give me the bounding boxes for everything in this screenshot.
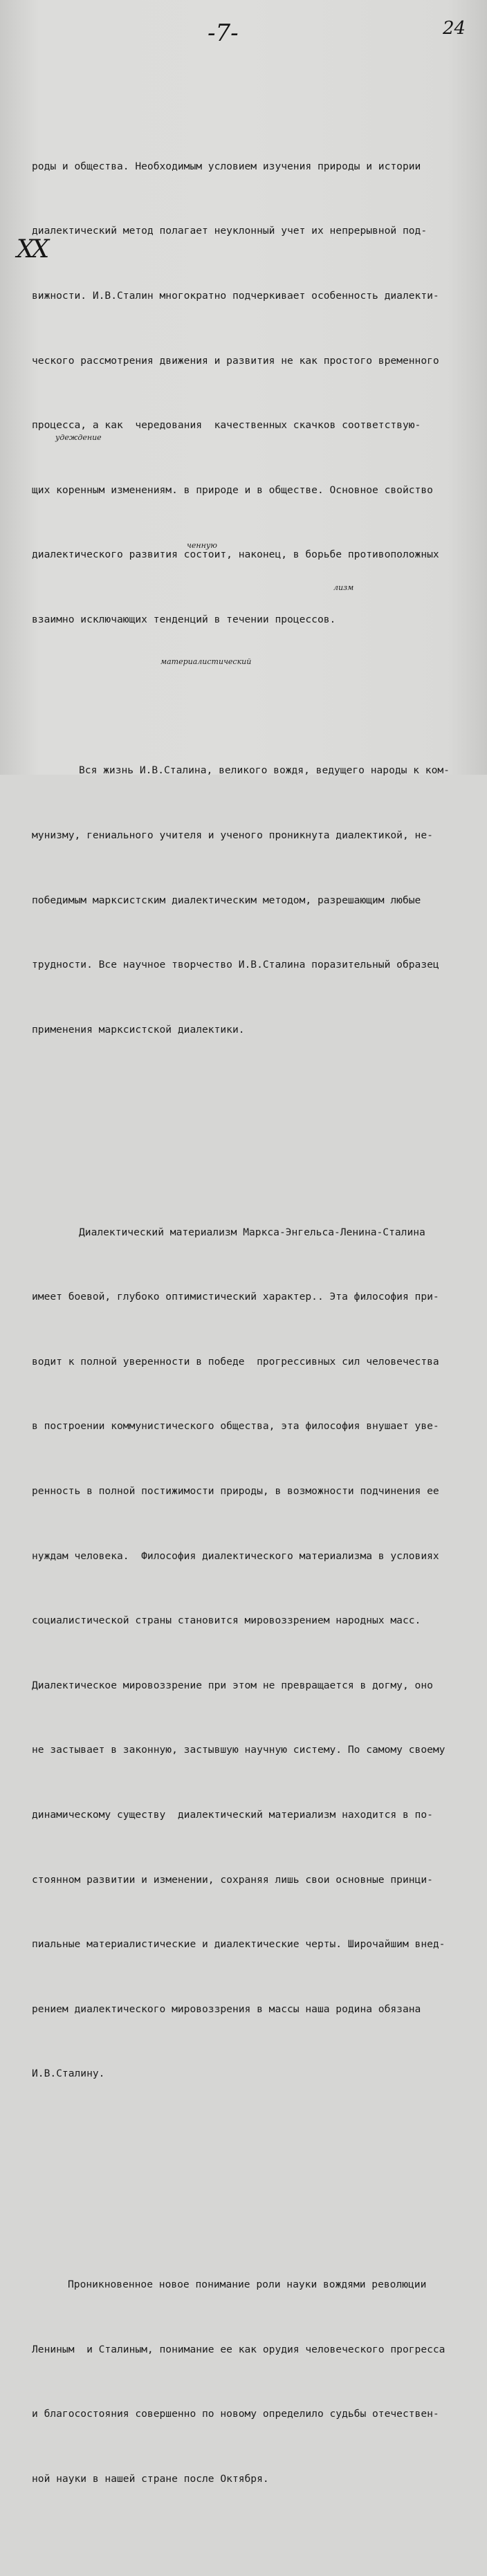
- text-line: водит к полной уверенности в победе прогрессивных сил человечества: [32, 1355, 439, 1368]
- text-line: победимым марксистским диалектическим методом, разрешающим любые: [32, 894, 421, 906]
- text-line: Вся жизнь И.В.Сталина, великого вождя, ведущего народы к ком-: [79, 764, 450, 777]
- handwritten-insertion: лизм: [333, 583, 354, 592]
- text-line: социалистической страны становится мировоззрением народных масс.: [32, 1614, 421, 1627]
- typed-text: [32, 69, 475, 2576]
- text-line: пиальные материалистические и диалектические черты. Широчайшим внед-: [32, 1938, 445, 1951]
- text-line: в построении коммунистического общества, эта философия внушает уве-: [32, 1420, 439, 1433]
- text-line: процесса, а как чередования качественных скачков соответствую-: [32, 419, 421, 432]
- text-line: диалектический метод полагает неуклонный учет их непрерывной под-: [32, 225, 428, 237]
- text-line: взаимно исключающих тенденций в течении процессов.: [32, 613, 336, 625]
- archive-number: 24: [443, 18, 466, 39]
- text-line: Проникновенное новое понимание роли науки вождями революции: [68, 2279, 427, 2291]
- text-line: вижности. И.В.Сталин многократно подчеркивает особенность диалекти-: [32, 290, 439, 302]
- text-line: динамическому существу диалектический материализм находится в по-: [32, 1808, 433, 1821]
- page-number: -7-: [208, 19, 239, 47]
- text-line: нуждам человека. Философия диалектического материализма в условиях: [32, 1549, 439, 1562]
- text-line: ческого рассмотрения движения и развития не как простого временного: [32, 354, 439, 367]
- handwritten-insertion: удеждение: [55, 433, 102, 442]
- text-line: роды и общества. Необходимым условием изучения природы и истории: [32, 160, 421, 172]
- text-line: диалектического развития состоит, наконец, в борьбе противоположных: [32, 549, 439, 561]
- text-line: ной науки в нашей стране после Октября.: [32, 2472, 269, 2485]
- text-line: Лениным и Сталиным, понимание ее как орудия человеческого прогресса: [32, 2343, 445, 2355]
- text-line: рением диалектического мировоззрения в массы наша родина обязана: [32, 2003, 421, 2015]
- paragraph-1: [32, 112, 475, 673]
- paragraph-4: [32, 2231, 475, 2533]
- paragraph-2: [32, 717, 475, 1083]
- text-line: Диалектический материализм Маркса-Энгельса-Ленина-Сталина: [79, 1226, 425, 1238]
- text-line: трудности. Все научное творчество И.В.Сталина поразительный образец: [32, 959, 439, 971]
- handwritten-insertion: ченную: [187, 541, 217, 550]
- text-line: применения марксистской диалектики.: [32, 1023, 245, 1036]
- text-line: не застывает в законную, застывшую научную систему. По самому своему: [32, 1744, 445, 1756]
- text-line: имеет боевой, глубоко оптимистический характер.. Эта философия при-: [32, 1291, 439, 1303]
- text-line: ренность в полной постижимости природы, в возможности подчинения ее: [32, 1484, 439, 1497]
- text-line: и благосостояния совершенно по новому определило судьбы отечествен-: [32, 2408, 439, 2420]
- margin-mark: XX: [17, 235, 47, 264]
- text-line: И.В.Сталину.: [32, 2068, 105, 2080]
- text-line: Диалектическое мировоззрение при этом не превращается в догму, оно: [32, 1679, 433, 1691]
- text-line: щих коренным изменениям. в природе и в обществе. Основное свойство: [32, 484, 433, 496]
- text-line: мунизму, гениального учителя и ученого проникнута диалектикой, не-: [32, 829, 433, 841]
- handwritten-insertion: материалистический: [160, 657, 252, 666]
- paragraph-3: [32, 1178, 475, 2128]
- text-line: стоянном развитии и изменении, сохраняя лишь свои основные принци-: [32, 1873, 433, 1886]
